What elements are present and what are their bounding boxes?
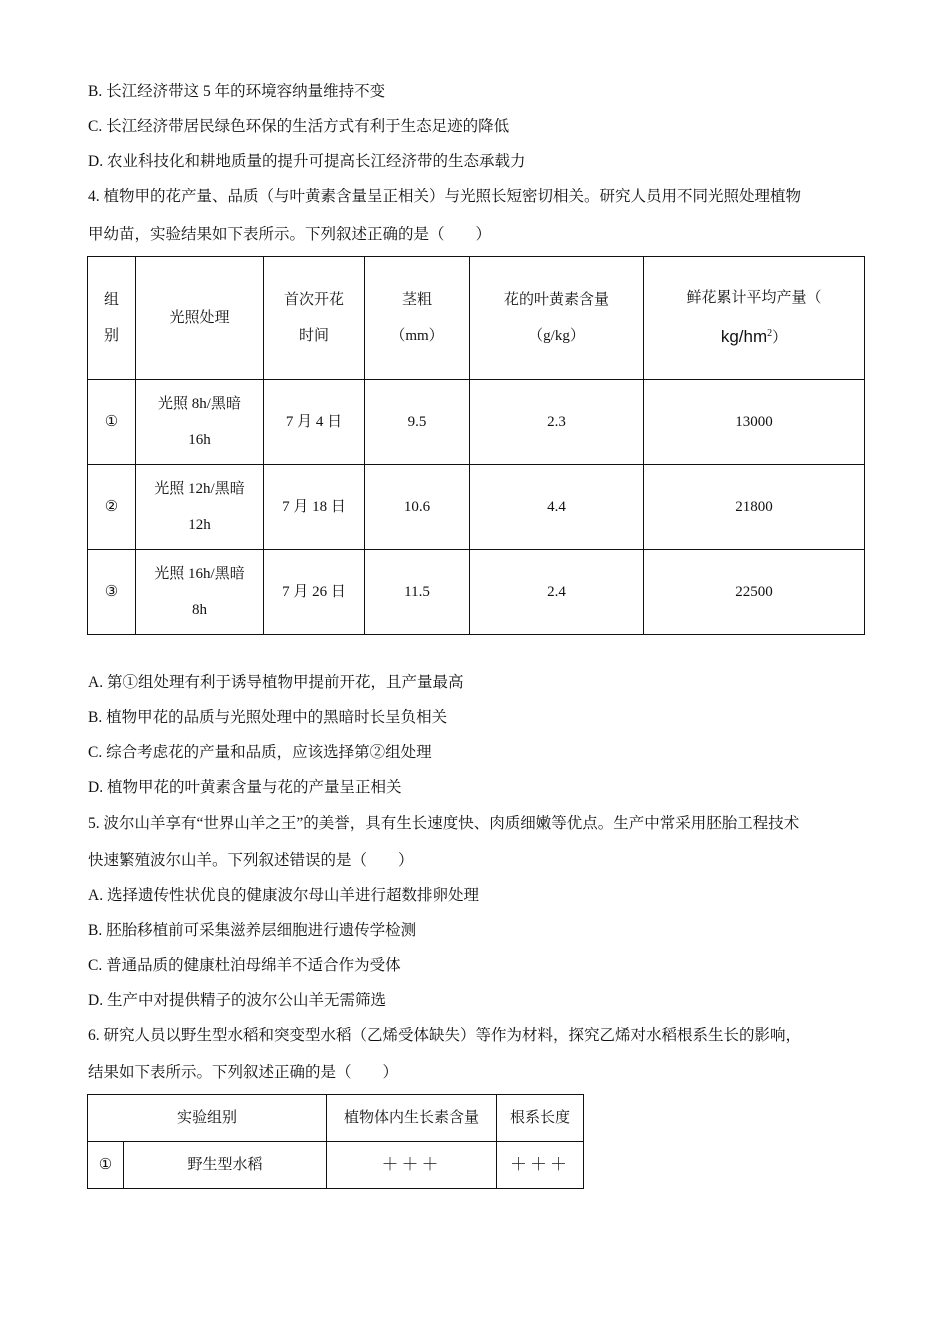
cell-lutein: 4.4	[470, 465, 644, 550]
cell-stem: 10.6	[365, 465, 470, 550]
table-row	[88, 465, 865, 550]
table-header-row	[88, 257, 865, 380]
table-row	[88, 380, 865, 465]
table-row	[88, 550, 865, 635]
option-3d: D. 农业科技化和耕地质量的提升可提高长江经济带的生态承载力	[88, 153, 526, 170]
question-4-line-2: 甲幼苗，实验结果如下表所示。下列叙述正确的是（ ）	[88, 226, 492, 243]
header-group: 实验组别	[88, 1095, 327, 1142]
option-4d: D. 植物甲花的叶黄素含量与花的产量呈正相关	[88, 779, 402, 796]
header-light: 光照处理	[136, 257, 264, 380]
option-3c: C. 长江经济带居民绿色环保的生活方式有利于生态足迹的降低	[88, 118, 510, 135]
cell-name: 野生型水稻	[124, 1142, 327, 1189]
option-4b: B. 植物甲花的品质与光照处理中的黑暗时长呈负相关	[88, 709, 448, 726]
header-lutein: 花的叶黄素含量 （g/kg）	[470, 257, 644, 380]
cell-yield: 13000	[644, 380, 865, 465]
cell-group: ③	[88, 550, 136, 635]
cell-yield: 22500	[644, 550, 865, 635]
cell-hormone: ＋＋＋	[327, 1142, 497, 1189]
question-5-line-1: 5. 波尔山羊享有“世界山羊之王”的美誉，具有生长速度快、肉质细嫩等优点。生产中常采用胚胎工程技术	[88, 815, 800, 832]
question-4-line-1: 4. 植物甲的花产量、品质（与叶黄素含量呈正相关）与光照长短密切相关。研究人员用不同光照处理植物	[88, 188, 802, 205]
cell-light: 光照 12h/黑暗 12h	[136, 465, 264, 550]
table-header-row	[88, 1095, 584, 1142]
header-hormone: 植物体内生长素含量	[327, 1095, 497, 1142]
question-6-line-2: 结果如下表所示。下列叙述正确的是（ ）	[88, 1064, 399, 1081]
question-6-line-1: 6. 研究人员以野生型水稻和突变型水稻（乙烯受体缺失）等作为材料，探究乙烯对水稻根系生长的影响，	[88, 1027, 802, 1044]
cell-group: ②	[88, 465, 136, 550]
cell-group: ①	[88, 380, 136, 465]
cell-lutein: 2.3	[470, 380, 644, 465]
cell-flower-time: 7 月 4 日	[264, 380, 365, 465]
header-group: 组 别	[88, 257, 136, 380]
header-yield: 鲜花累计平均产量（ $kg/hm^2$）	[644, 257, 865, 380]
cell-root: ＋＋＋	[497, 1142, 584, 1189]
cell-light: 光照 8h/黑暗 16h	[136, 380, 264, 465]
light-treatment-table	[87, 256, 865, 635]
table-row	[88, 1142, 584, 1189]
question-5-line-2: 快速繁殖波尔山羊。下列叙述错误的是（ ）	[88, 852, 414, 869]
cell-stem: 9.5	[365, 380, 470, 465]
cell-stem: 11.5	[365, 550, 470, 635]
header-flower-time: 首次开花 时间	[264, 257, 365, 380]
cell-flower-time: 7 月 26 日	[264, 550, 365, 635]
option-5a: A. 选择遗传性状优良的健康波尔母山羊进行超数排卵处理	[88, 887, 479, 904]
option-3b: B. 长江经济带这 5 年的环境容纳量维持不变	[88, 83, 386, 100]
option-5d: D. 生产中对提供精子的波尔公山羊无需筛选	[88, 992, 386, 1009]
option-5c: C. 普通品质的健康杜泊母绵羊不适合作为受体	[88, 957, 401, 974]
option-4a: A. 第①组处理有利于诱导植物甲提前开花，且产量最高	[88, 674, 464, 691]
cell-flower-time: 7 月 18 日	[264, 465, 365, 550]
ethylene-table	[87, 1094, 584, 1189]
option-4c: C. 综合考虑花的产量和品质，应该选择第②组处理	[88, 744, 432, 761]
cell-yield: 21800	[644, 465, 865, 550]
header-stem: 茎粗 （mm）	[365, 257, 470, 380]
cell-light: 光照 16h/黑暗 8h	[136, 550, 264, 635]
header-root: 根系长度	[497, 1095, 584, 1142]
cell-lutein: 2.4	[470, 550, 644, 635]
cell-num: ①	[88, 1142, 124, 1189]
option-5b: B. 胚胎移植前可采集滋养层细胞进行遗传学检测	[88, 922, 417, 939]
